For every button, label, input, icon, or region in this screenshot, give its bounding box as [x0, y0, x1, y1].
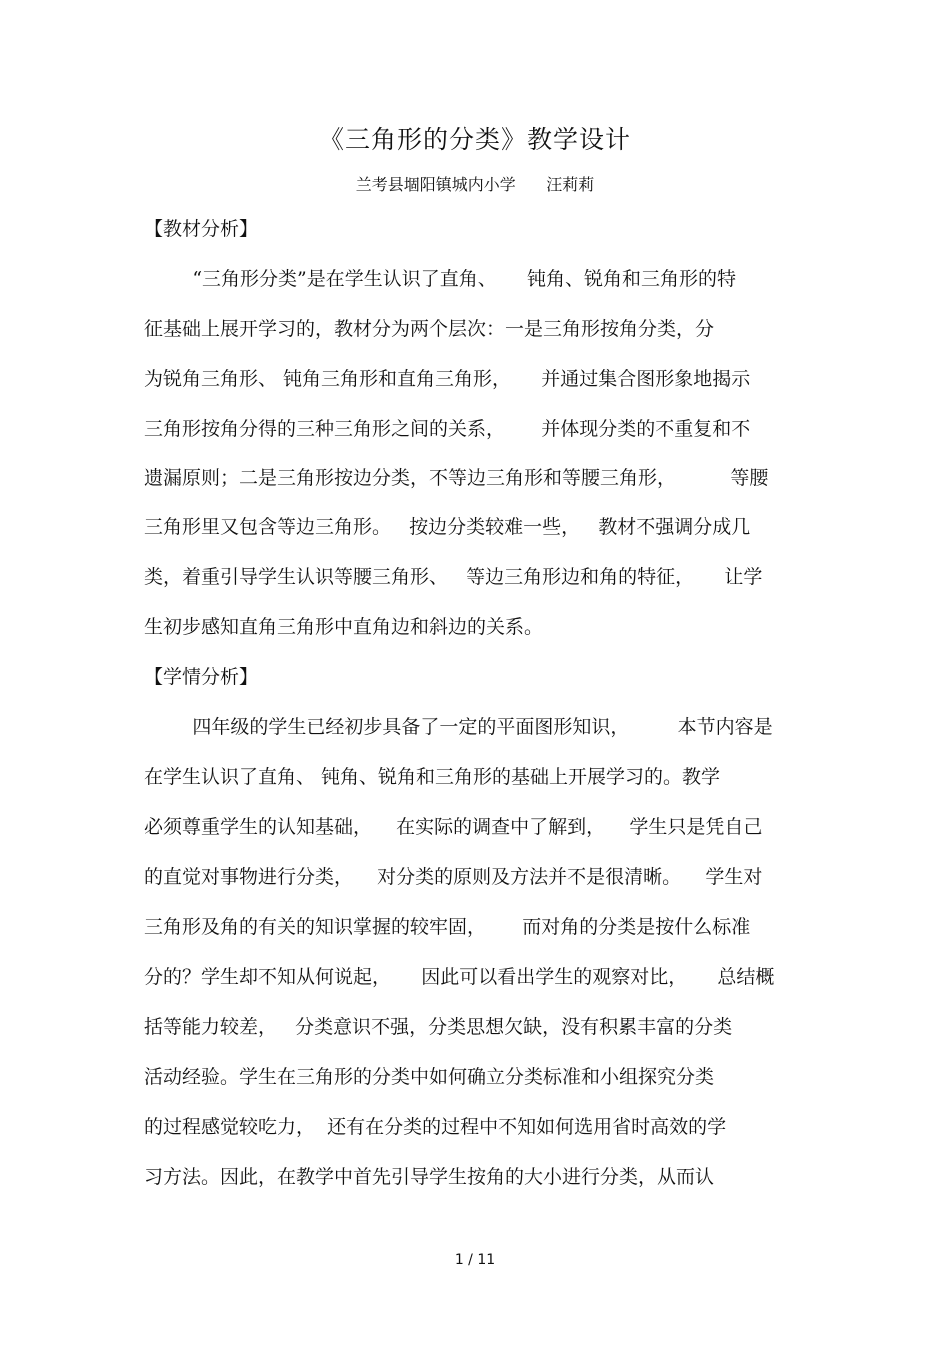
document-title: 《三角形的分类》教学设计: [318, 125, 631, 154]
page-number: 1 / 11: [454, 1252, 496, 1268]
paragraph-line: 活动经验。学生在三角形的分类中如何确立分类标准和小组探究分类: [144, 1066, 715, 1088]
paragraph-line: 的过程感觉较吃力， 还有在分类的过程中不知如何选用省时高效的学: [144, 1116, 727, 1138]
document-author: 兰考县堌阳镇城内小学 汪莉莉: [355, 175, 595, 194]
paragraph-line: 必须尊重学生的认知基础， 在实际的调查中了解到， 学生只是凭自己: [144, 816, 763, 838]
section-heading-learner-analysis: 【学情分析】: [144, 666, 259, 688]
paragraph-line: 习方法。因此，在教学中首先引导学生按角的大小进行分类，从而认: [144, 1166, 715, 1188]
paragraph-line: 遗漏原则；二是三角形按边分类，不等边三角形和等腰三角形， 等腰: [144, 467, 769, 489]
paragraph-line: 类，着重引导学生认识等腰三角形、 等边三角形边和角的特征， 让学: [144, 566, 763, 588]
paragraph-line: 在学生认识了直角、 钝角、锐角和三角形的基础上开展学习的。教学: [144, 766, 721, 788]
paragraph-line: 三角形及角的有关的知识掌握的较牢固， 而对角的分类是按什么标准: [144, 916, 751, 938]
paragraph-line: 三角形里又包含等边三角形。 按边分类较难一些， 教材不强调分成几: [144, 516, 751, 538]
paragraph-line: 四年级的学生已经初步具备了一定的平面图形知识， 本节内容是: [144, 716, 773, 738]
paragraph-line: 的直觉对事物进行分类， 对分类的原则及方法并不是很清晰。 学生对: [144, 866, 763, 888]
paragraph-line: 括等能力较差， 分类意识不强，分类思想欠缺，没有积累丰富的分类: [144, 1016, 733, 1038]
paragraph-line: 三角形按角分得的三种三角形之间的关系， 并体现分类的不重复和不: [144, 418, 751, 440]
section-heading-textbook-analysis: 【教材分析】: [144, 218, 259, 240]
paragraph-line: 生初步感知直角三角形中直角边和斜边的关系。: [144, 616, 544, 638]
paragraph-line: 为锐角三角形、 钝角三角形和直角三角形， 并通过集合图形象地揭示: [144, 368, 751, 390]
paragraph-line: 征基础上展开学习的，教材分为两个层次：一是三角形按角分类，分: [144, 318, 715, 340]
paragraph-line: “三角形分类”是在学生认识了直角、 钝角、锐角和三角形的特: [144, 268, 736, 290]
paragraph-line: 分的？学生却不知从何说起， 因此可以看出学生的观察对比， 总结概: [144, 966, 775, 988]
